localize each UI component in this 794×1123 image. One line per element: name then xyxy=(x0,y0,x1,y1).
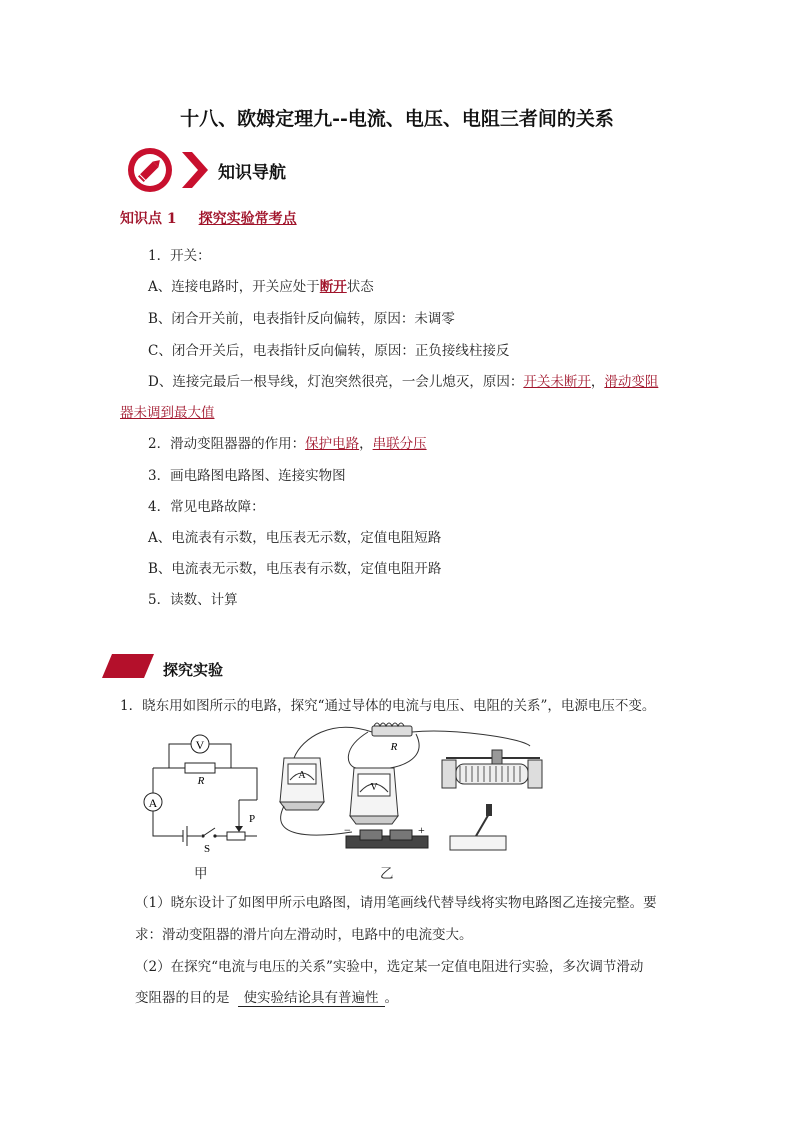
answer-text: 断开 xyxy=(319,279,347,295)
item-text: 状态 xyxy=(346,279,374,295)
item-text: 2．滑动变阻器器的作用： xyxy=(148,436,306,452)
ammeter-label: A xyxy=(148,796,158,810)
item-switch-a xyxy=(148,275,374,295)
item-fault-b: B、电流表无示数，电压表有示数，定值电阻开路 xyxy=(148,561,442,577)
question-part1-line1: （1）晓东设计了如图甲所示电路图，请用笔画线代替导线将实物电路图乙连接完整。要 xyxy=(135,895,657,911)
pencil-icon xyxy=(128,148,172,192)
switch-label: S xyxy=(203,843,211,855)
item-switch-d xyxy=(148,370,658,390)
item-switch-c: C、闭合开关后，电表指针反向偏转，原因：正负接线柱接反 xyxy=(148,343,510,359)
question-text: 。 xyxy=(384,990,398,1006)
circuit-diagram-jia xyxy=(135,728,265,858)
real-voltmeter xyxy=(350,768,398,824)
slider-label: P xyxy=(249,813,256,825)
item-rheostat xyxy=(148,432,427,452)
item-draw: 3．画电路图电路图、连接实物图 xyxy=(148,468,346,484)
voltmeter-label: V xyxy=(195,738,205,752)
answer-text: 滑动变阻 xyxy=(604,374,659,390)
answer-text: 器未调到最大值 xyxy=(120,405,215,421)
item-faults-heading: 4．常见电路故障： xyxy=(148,499,265,515)
knowledge-point-topic: 探究实验常考点 xyxy=(198,211,297,227)
answer-text: 串联分压 xyxy=(372,436,427,452)
real-switch xyxy=(450,804,506,850)
chevron-right-icon xyxy=(182,152,208,188)
item-text: D、连接完最后一根导线，灯泡突然很亮，一会儿熄灭，原因： xyxy=(148,374,524,390)
question-part2-line1: （2）在探究“电流与电压的关系”实验中，选定某一定值电阻进行实验，多次调节滑动 xyxy=(135,959,644,975)
real-rheostat xyxy=(442,750,542,788)
rheostat-and-switch xyxy=(436,740,556,864)
nav-heading: 知识导航 xyxy=(218,163,286,183)
ammeter-symbol xyxy=(144,793,162,811)
item-switch-b: B、闭合开关前，电表指针反向偏转，原因：未调零 xyxy=(148,311,455,327)
real-battery xyxy=(344,823,428,848)
item-text: A、连接电路时，开关应处于 xyxy=(148,279,320,295)
question-stem: 1．晓东用如图所示的电路，探究“通过导体的电流与电压、电阻的关系”，电源电压不变。 xyxy=(120,698,656,714)
real-ammeter-label: A xyxy=(298,770,306,781)
item-text: ， xyxy=(359,436,373,452)
resistor-label: R xyxy=(197,775,205,787)
battery-plus-label: + xyxy=(418,823,425,837)
real-voltmeter-label: V xyxy=(370,782,378,793)
real-ammeter xyxy=(280,758,324,810)
rheostat-symbol xyxy=(227,832,245,840)
item-reading: 5．读数、计算 xyxy=(148,592,238,608)
item-text: ， xyxy=(590,374,605,390)
question-part1-line2: 求：滑动变阻器的滑片向左滑动时，电路中的电流变大。 xyxy=(135,927,473,943)
resistor-symbol xyxy=(185,763,215,773)
item-switch-d-cont xyxy=(120,401,215,421)
question-text: 变阻器的目的是 xyxy=(135,990,230,1006)
real-resistor-label: R xyxy=(390,741,398,753)
voltmeter-symbol xyxy=(191,735,209,753)
item-fault-a: A、电流表有示数，电压表无示数，定值电阻短路 xyxy=(148,530,442,546)
section-title: 探究实验 xyxy=(163,661,224,679)
question-part2-line2 xyxy=(135,986,398,1007)
real-resistor xyxy=(372,726,412,736)
knowledge-point-heading xyxy=(120,208,297,228)
answer-text: 保护电路 xyxy=(305,436,360,452)
answer-text: 开关未断开 xyxy=(523,374,591,390)
answer-blank: 使实验结论具有普遍性 xyxy=(238,986,385,1007)
item-switch-heading: 1．开关： xyxy=(148,248,211,264)
nav-icon-group xyxy=(126,146,210,194)
figure-caption-jia: 甲 xyxy=(194,866,208,882)
section-banner-shape xyxy=(100,652,156,680)
page-title: 十八、欧姆定理九--电流、电压、电阻三者间的关系 xyxy=(180,108,614,130)
knowledge-point-label: 知识点 1 xyxy=(120,211,177,227)
figure-caption-yi: 乙 xyxy=(380,866,394,882)
battery-minus-label: − xyxy=(344,823,351,837)
